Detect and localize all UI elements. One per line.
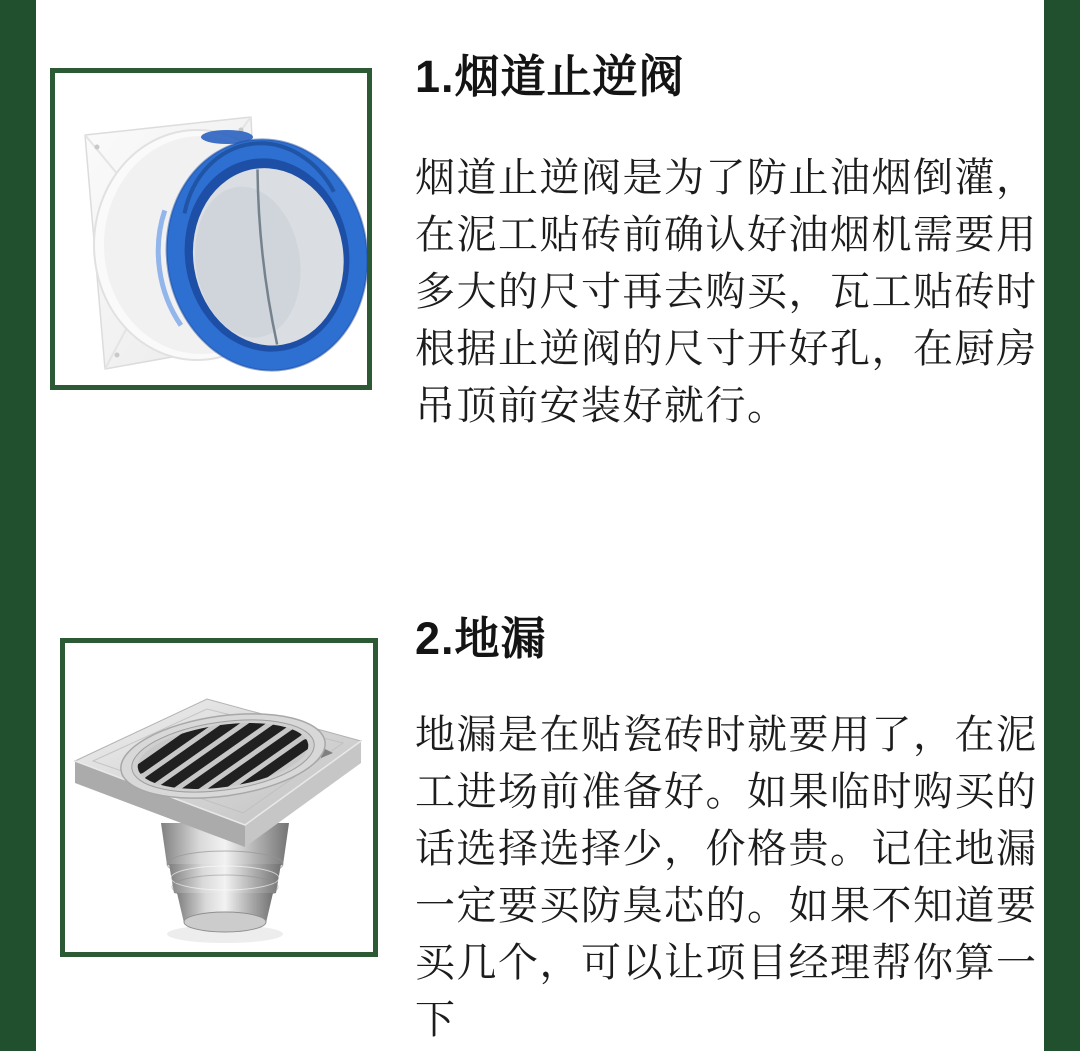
product-image-frame-2 <box>60 638 378 957</box>
floor-drain-image <box>65 643 373 952</box>
section-1-heading: 1.烟道止逆阀 <box>415 51 685 102</box>
section-2-body: 地漏是在贴瓷砖时就要用了，在泥工进场前准备好。如果临时购买的话选择选择少，价格贵。记住地漏一定要买防臭芯的。如果不知道要买几个，可以让项目经理帮你算一下 <box>415 713 1038 1042</box>
left-accent-bar <box>0 0 36 1051</box>
right-accent-bar <box>1044 0 1080 1051</box>
section-2-heading: 2.地漏 <box>415 613 547 664</box>
flue-check-valve-image <box>55 73 367 385</box>
section-1-body: 烟道止逆阀是为了防止油烟倒灌，在泥工贴砖前确认好油烟机需要用多大的尺寸再去购买，瓦工贴砖时根据止逆阀的尺寸开好孔，在厨房吊顶前安装好就行。 <box>415 156 1038 428</box>
product-image-frame-1 <box>50 68 372 390</box>
